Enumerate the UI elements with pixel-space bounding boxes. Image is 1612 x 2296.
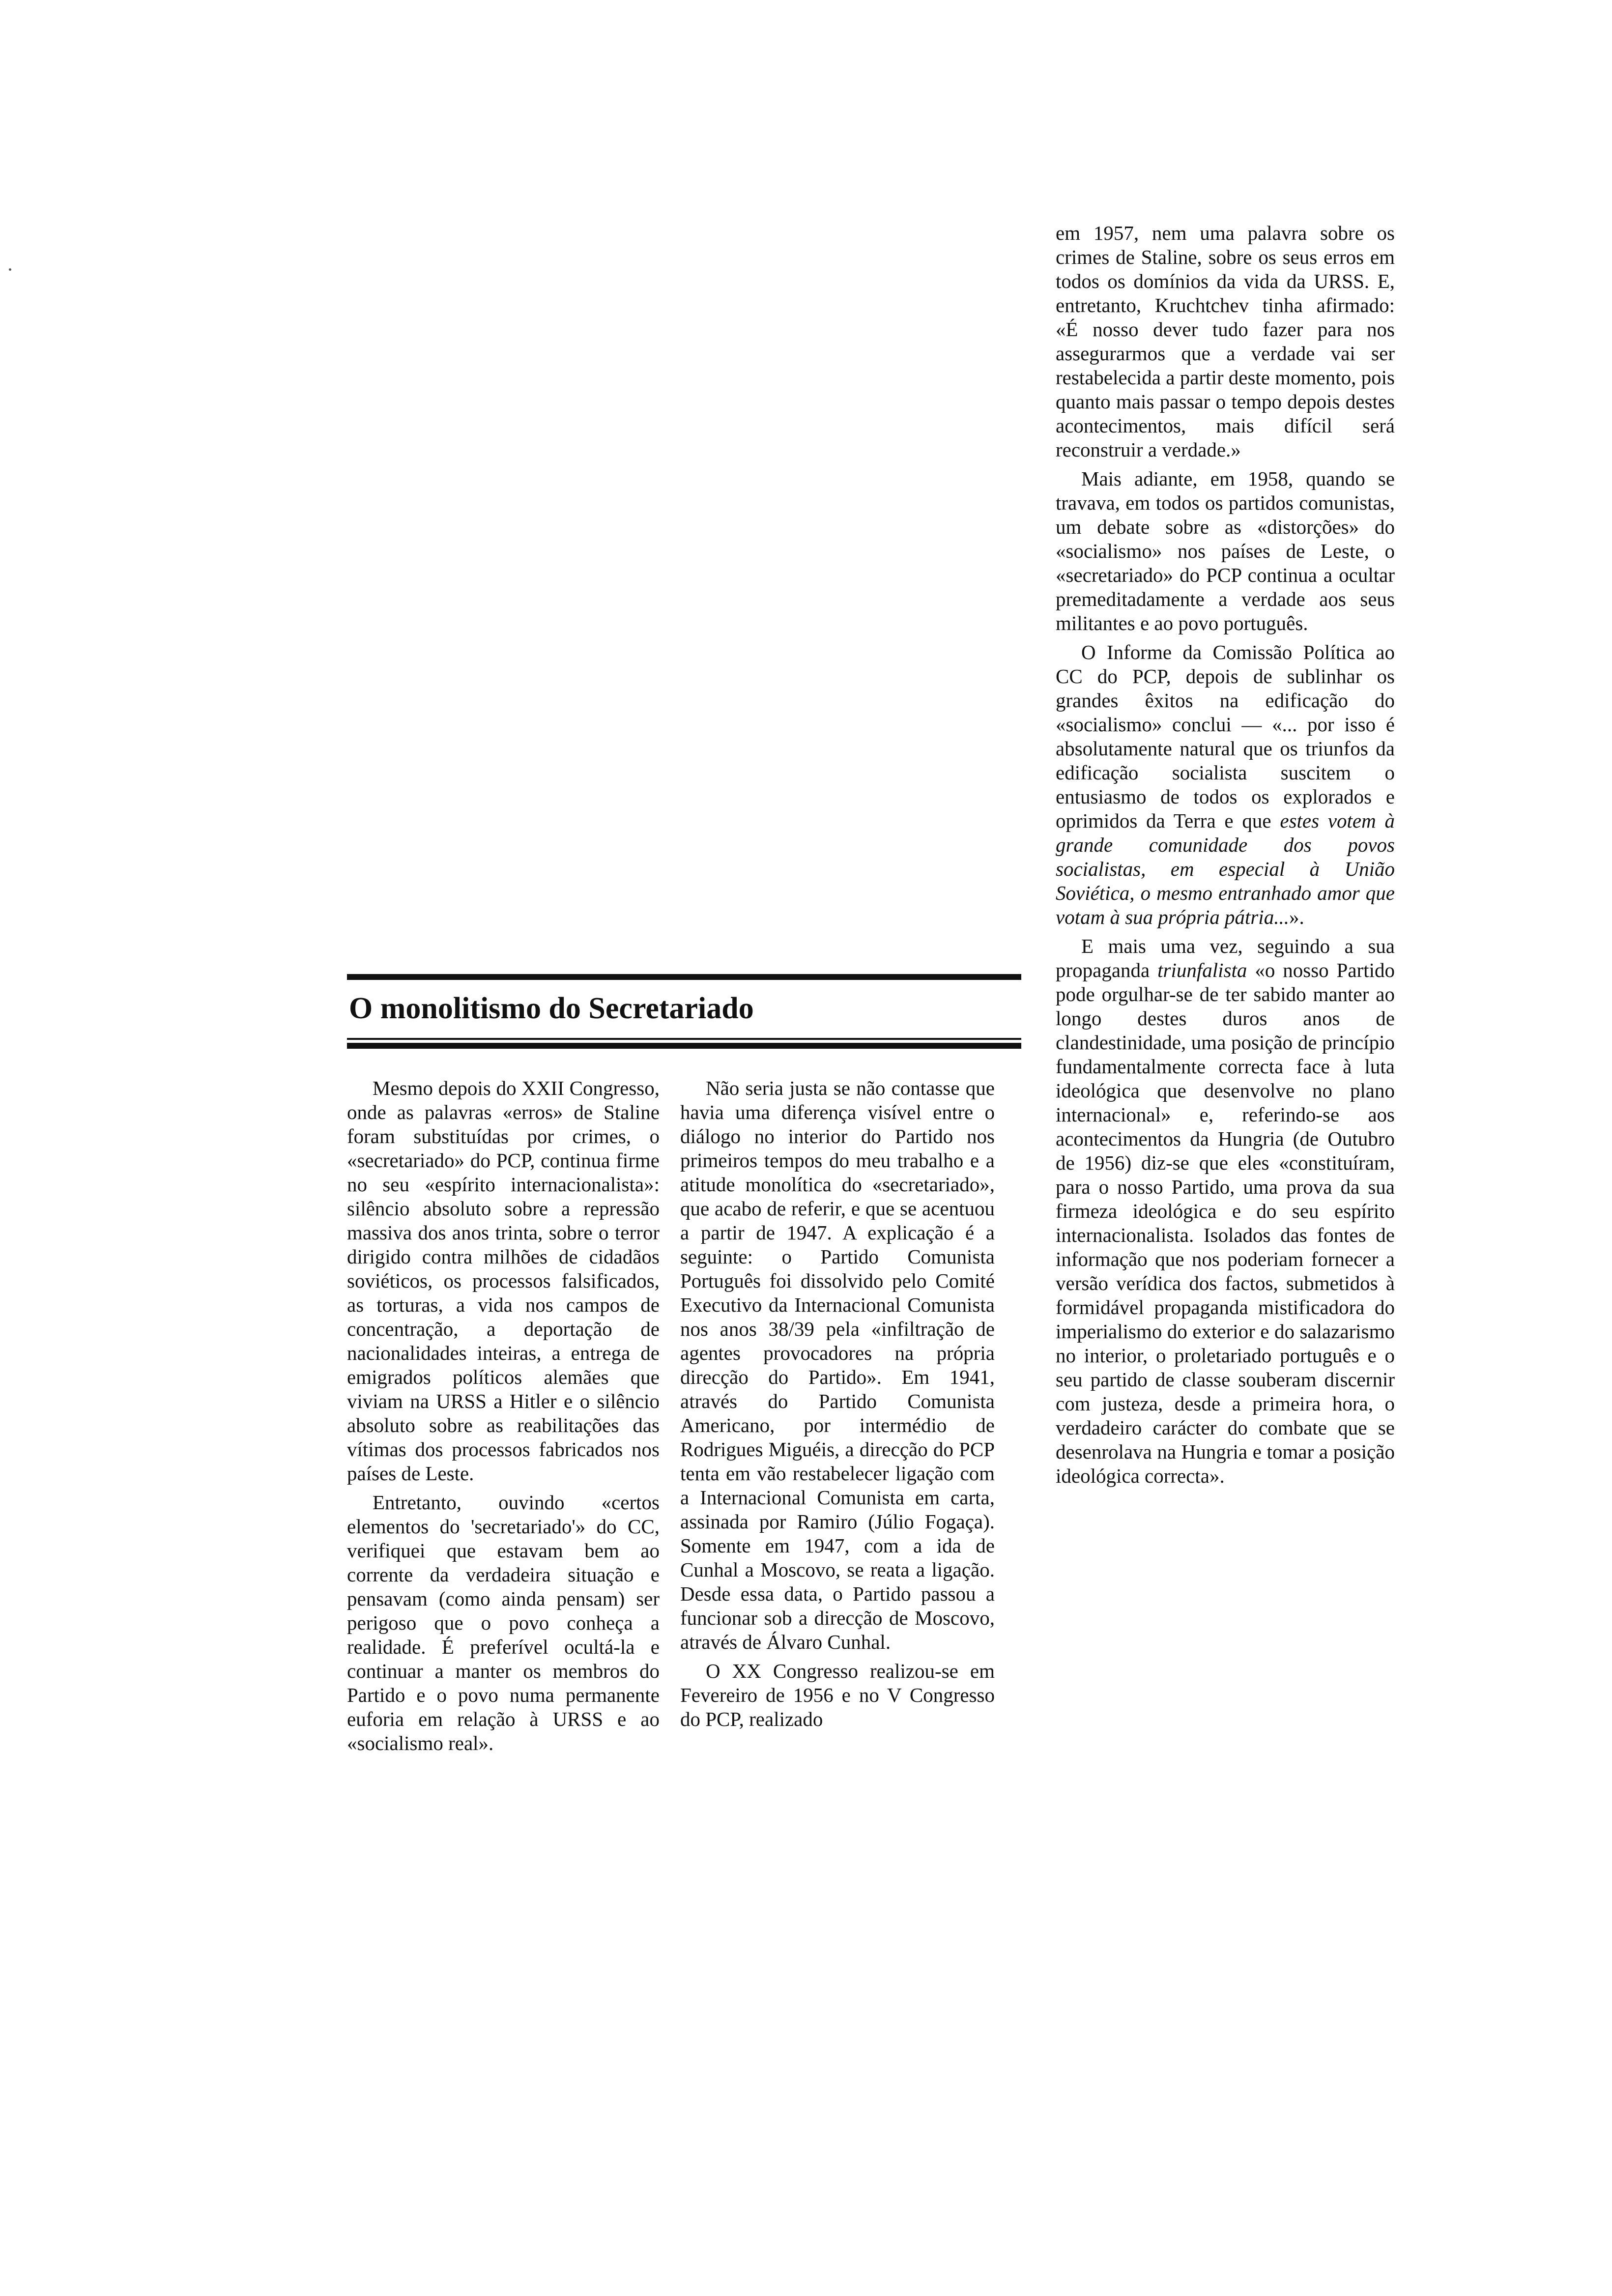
section-headline: O monolitismo do Secretariado [349,992,754,1025]
paragraph-text: O Informe da Comissão Política ao CC do PCP, depois de sublinhar os grandes êxitos na edificação do «socialismo» conclui — «... por isso é absolutamente natural que os triunfos da edificação socialista suscitem o entusiasmo de todos os explorados e oprimidos da Terra e que [1056,641,1395,832]
headline-rule-bottom-thick [347,1043,1021,1049]
headline-rule-top [347,974,1021,980]
paragraph: em 1957, nem uma palavra sobre os crimes de Staline, sobre os seus erros em todos os domínios da vida da URSS. E, entretanto, Kruchtchev tinha afirmado: «É nosso dever tudo fazer para nos assegurarmos que a verdade vai ser restabelecida a partir deste momento, pois quanto mais passar o tempo depois destes acontecimentos, mais difícil será reconstruir a verdade.» [1056,222,1395,461]
italic-word: triunfalista [1157,959,1247,981]
paragraph-text: E mais uma vez, seguindo a sua propaganda [1056,935,1395,981]
paragraph-text: ». [1289,906,1304,928]
headline-rule-bottom-thin [347,1038,1021,1040]
article-column-2 [680,1076,995,1731]
scan-speck [9,268,11,271]
paragraph: Não seria justa se não contasse que havia uma diferença visível entre o diálogo no interior do Partido nos primeiros tempos do meu trabalho e a atitude monolítica do «secretariado», que acabo de referir, e que se acentuou a partir de 1947. A explicação é a seguinte: o Partido Comunista Português foi dissolvido pelo Comité Executivo da Internacional Comunista nos anos 38/39 pela «infiltração de agentes provocadores na própria direcção do Partido». Em 1941, através do Partido Comunista Americano, por intermédio de Rodrigues Miguéis, a direcção do PCP tenta em vão restabelecer ligação com a Internacional Comunista em carta, assinada por Ramiro (Júlio Fogaça). Somente em 1947, com a ida de Cunhal a Moscovo, se reata a ligação. Desde essa data, o Partido passou a funcionar sob a direcção de Moscovo, através de Álvaro Cunhal. [680,1077,995,1653]
paragraph [1056,640,1395,929]
paragraph-text: «o nosso Partido pode orgulhar-se de ter sabido manter ao longo destes duros anos de clandestinidade, uma posição de princípio fundamentalmente correcta face à luta ideológica que desenvolve no plano internacional» e, referindo-se aos acontecimentos da Hungria (de Outubro de 1956) diz-se que eles «constituíram, para o nosso Partido, uma prova da sua firmeza ideológica e do seu espírito internacionalista. Isolados das fontes de informação que nos poderiam fornecer a versão verídica dos factos, submetidos à formidável propaganda mistificadora do imperialismo do exterior e do salazarismo no interior, o proletariado português e o seu partido de classe souberam discernir com justeza, desde a primeira hora, o verdadeiro carácter do combate que se desenrolava na Hungria e tomar a posição ideológica correcta». [1056,959,1395,1487]
paragraph [1056,934,1395,1488]
article-column-right [1056,221,1395,1488]
article-column-1 [347,1076,660,1755]
italic-quote: estes votem à grande comunidade dos povos socialistas, em especial à União Soviética, o mesmo entranhado amor que votam à sua própria pátria... [1056,809,1395,928]
paragraph: Entretanto, ouvindo «certos elementos do 'secretariado'» do CC, verifiquei que estavam bem ao corrente da verdadeira situação e pensavam (como ainda pensam) ser perigoso que o povo conheça a realidade. É preferível ocultá-la e continuar a manter os membros do Partido e o povo numa permanente euforia em relação à URSS e ao «socialismo real». [347,1491,660,1754]
paragraph: Mais adiante, em 1958, quando se travava, em todos os partidos comunistas, um debate sobre as «distorções» do «socialismo» nos países de Leste, o «secretariado» do PCP continua a ocultar premeditadamente a verdade aos seus militantes e ao povo português. [1056,467,1395,634]
paragraph: O XX Congresso realizou-se em Fevereiro de 1956 e no V Congresso do PCP, realizado [680,1660,995,1730]
paragraph: Mesmo depois do XXII Congresso, onde as palavras «erros» de Staline foram substituídas por crimes, o «secretariado» do PCP, continua firme no seu «espírito internacionalista»: silêncio absoluto sobre a repressão massiva dos anos trinta, sobre o terror dirigido contra milhões de cidadãos soviéticos, os processos falsificados, as torturas, a vida nos campos de concentração, a deportação de nacionalidades inteiras, a entrega de emigrados políticos alemães que viviam na URSS a Hitler e o silêncio absoluto sobre as reabilitações das vítimas dos processos fabricados nos países de Leste. [347,1077,660,1485]
